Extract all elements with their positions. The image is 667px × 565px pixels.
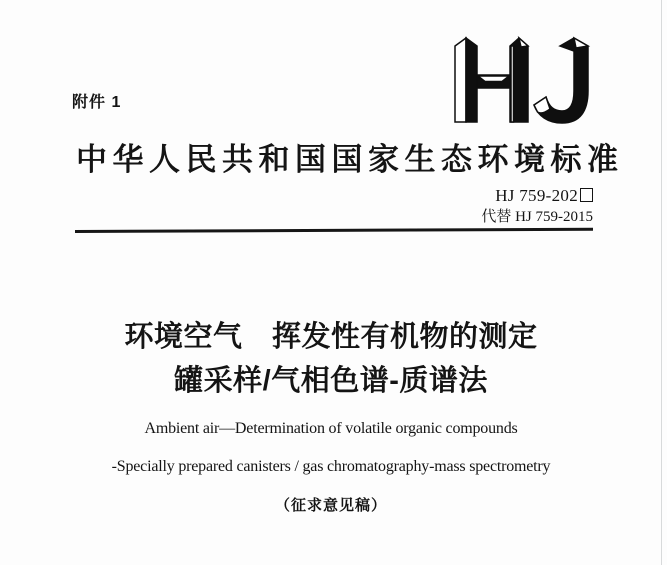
replaces-standard-label: 代替 HJ 759-2015 [481, 209, 593, 226]
standard-number-block [481, 185, 593, 227]
title-zh-line1: 环境空气 挥发性有机物的测定 [124, 321, 538, 353]
year-placeholder-box [580, 188, 593, 202]
hj-standard-logo [450, 33, 600, 128]
scan-page-edge-line [661, 0, 662, 565]
title-en-line1: Ambient air—Determination of volatile organic compounds [144, 420, 518, 437]
masthead-divider-rule [75, 228, 593, 233]
draft-for-comments-note: （征求意见稿） [274, 497, 387, 514]
standard-number-text: HJ 759-202 [495, 186, 578, 205]
title-zh-line2: 罐采样/气相色谱-质谱法 [174, 365, 488, 397]
attachment-label: 附件 1 [72, 94, 122, 111]
standard-number [481, 185, 593, 206]
title-en-line2: -Specially prepared canisters / gas chromatography-mass spectrometry [111, 458, 551, 475]
masthead-national-standard-title: 中华人民共和国国家生态环境标准 [76, 142, 624, 177]
